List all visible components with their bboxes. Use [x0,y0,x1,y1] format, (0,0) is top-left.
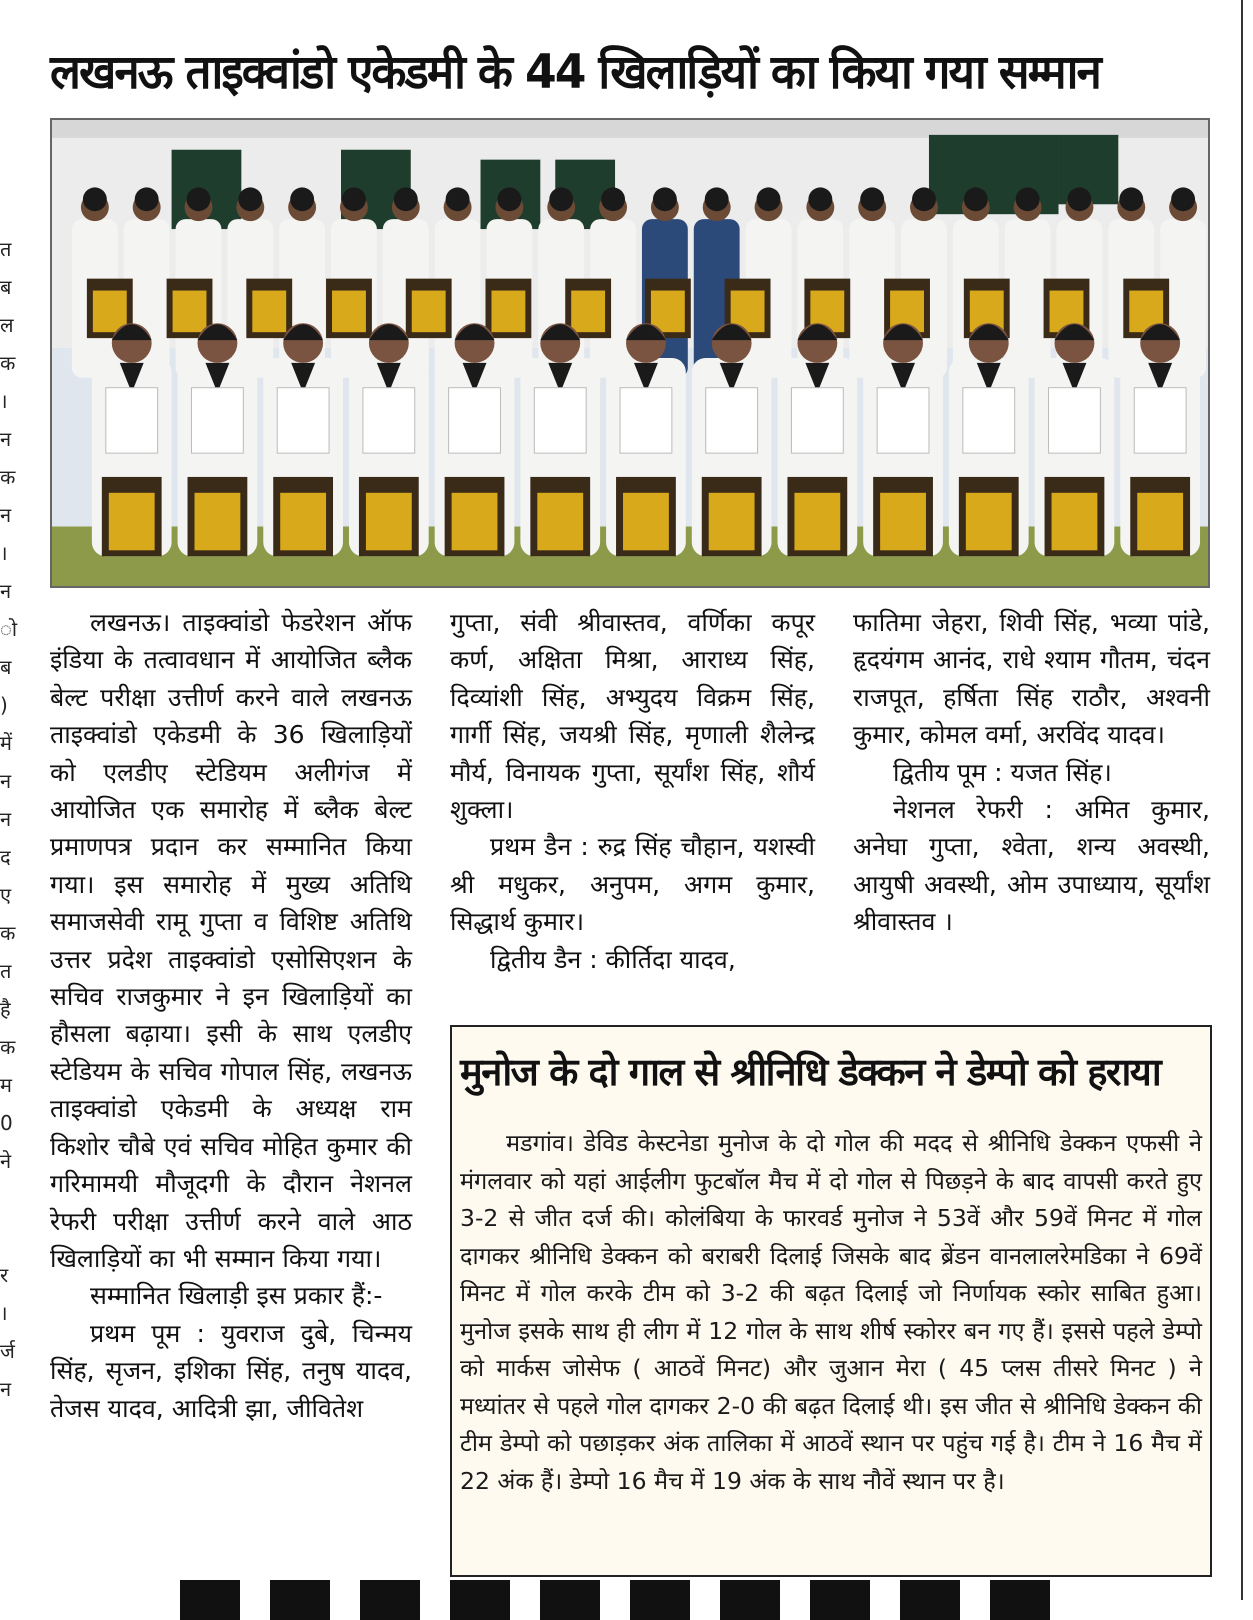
photo-plaque-front-face [452,493,498,551]
photo-plaque-back-face [491,291,525,333]
photo-plaque-back-face [571,291,605,333]
photo-hair-back [1067,187,1091,211]
photo-plaque-front-face [794,493,840,551]
fragment-char: न [0,579,12,603]
fragment-char: ए [0,883,12,907]
fragment-char: न [0,503,12,527]
sports-news-paragraph: मडगांव। डेविड केस्टनेडा मुनोज के दो गोल की मदद से श्रीनिधि डेक्कन एफसी ने मंगलवार को यहां आईलीग फुटबॉल मैच में दो गोल से पिछड़ने के बाद वापसी करते हुए 3-2 से जीत दर्ज की। कोलंबिया के फारवर्ड मुनोज ने 53वें और 59वें मिनट में गोल दागकर श्रीनिधि डेक्कन को बराबरी दिलाई जिसके बाद ब्रेंडन वानलालरेमडिका ने 69वें मिनट में गोल करके टीम को 3-2 की बढ़त दिलाई जो निर्णायक स्कोर साबित हुआ। मुनोज इसके साथ ही लीग में 12 गोल के साथ शीर्ष स्कोरर बन गए हैं। इससे पहले डेम्पो को मार्कस जोसेफ ( आठवें मिनट) और जुआन मेरा ( 45 प्लस तीसरे मिनट ) ने मध्यांतर से पहले गोल दागकर 2-0 की बढ़त दिलाई थी। इस जीत से श्रीनिधि डेक्कन की टीम डेम्पो को पछाड़कर अंक तालिका में आठवें स्थान पर पहुंच गई है। टीम ने 16 मैच में 22 अंक हैं। डेम्पो 16 मैच में 19 अंक के साथ नौवें स्थान पर है। [460,1129,1202,1495]
group-photo [50,118,1210,588]
fragment-char: न [0,1377,12,1401]
fragment-char: । [0,389,8,413]
photo-certificate [1049,388,1101,453]
photo-certificate [363,388,415,453]
fragment-char: त [0,959,12,983]
sports-news-title: मुनोज के दो गाल से श्रीनिधि डेक्कन ने डेम्पो को हराया [460,1050,1161,1094]
fragment-char [0,1218,12,1256]
fragment-char: द [0,845,11,869]
fragment-char: न [0,807,12,831]
photo-certificate [534,388,586,453]
fragment-char: ब [0,275,12,299]
photo-plaque-front-face [1137,493,1183,551]
photo-plaque-front-face [880,493,926,551]
photo-certificate [449,388,501,453]
photo-hair-back [1119,187,1143,211]
photo-plaque-front-face [195,493,241,551]
fragment-char: क [0,921,16,945]
photo-hair-back [601,187,625,211]
fragment-char: र [0,1263,9,1287]
photo-plaque-front-face [623,493,669,551]
fragment-char: ने [0,1149,12,1173]
photo-certificate [706,388,758,453]
page-edge-rule [1241,0,1253,1600]
photo-hair-back [497,187,521,211]
photo-hair-back [653,187,677,211]
photo-hair-back [394,187,418,211]
article-paragraph: फातिमा जेहरा, शिवी सिंह, भव्या पांडे, हृदयंगम आनंद, राधे श्याम गौतम, चंदन राजपूत, हर्षिता सिंह राठौर, अश्वनी कुमार, कोमल वर्मा, अरविंद यादव। [853,608,1210,750]
photo-plaque-back-face [173,291,207,333]
fragment-char: । [0,541,8,565]
sports-news-body [460,1125,1202,1500]
photo-hair-back [238,187,262,211]
fragment-char: ल [0,313,14,337]
photo-certificate [1134,388,1186,453]
photo-hair-back [187,187,211,211]
photo-plaque-front-face [109,493,155,551]
article-paragraph: प्रथम पूम : युवराज दुबे, चिन्मय सिंह, सृजन, इशिका सिंह, तनुष यादव, तेजस यादव, आदित्री झा, जीवितेश [50,1318,412,1423]
photo-certificate [277,388,329,453]
article-paragraph: सम्मानित खिलाड़ी इस प्रकार हैं:- [90,1281,383,1311]
next-headline-fragment [180,1580,1080,1600]
photo-certificate [192,388,244,453]
photo-plaque-back-face [93,291,127,333]
fragment-char: 0 [0,1111,13,1135]
fragment-char: में [0,731,12,755]
photo-hair-back [135,187,159,211]
headline: लखनऊ ताइक्वांडो एकेडमी के 44 खिलाड़ियों का किया गया सम्मान [50,45,1100,100]
photo-plaque-back-face [412,291,446,333]
article-paragraph: प्रथम डैन : रुद्र सिंह चौहान, यशस्वी श्री मधुकर, अनुपम, अगम कुमार, सिद्धार्थ कुमार। [450,832,815,937]
photo-plaque-front-face [366,493,412,551]
article-paragraph: द्वितीय डैन : कीर्तिदा यादव, [490,944,736,974]
photo-plaque-back-face [651,291,685,333]
photo-hair-back [705,187,729,211]
photo-plaque-front-face [1052,493,1098,551]
photo-hair-back [1016,187,1040,211]
fragment-char: क [0,465,16,489]
fragment-char: र्ज [0,1339,15,1363]
photo-plaque-back-face [252,291,286,333]
photo-hair-back [549,187,573,211]
photo-hair-back [912,187,936,211]
article-column-1 [50,604,412,1427]
fragment-char: । [0,1301,8,1325]
fragment-char: त [0,237,12,261]
photo-hair-back [1171,187,1195,211]
photo-hair-back [860,187,884,211]
photo-plaque-front-face [537,493,583,551]
photo-hair-back [290,187,314,211]
article-paragraph: लखनऊ। ताइक्वांडो फेडरेशन ऑफ इंडिया के तत्वावधान में आयोजित ब्लैक बेल्ट परीक्षा उत्तीर्ण करने वाले लखनऊ ताइक्वांडो एकेडमी के 36 खिलाड़ियों को एलडीए स्टेडियम अलीगंज में आयोजित एक समारोह में ब्लैक बेल्ट प्रमाणपत्र प्रदान कर सम्मानित किया गया। इस समारोह में मुख्य अतिथि समाजसेवी रामू गुप्ता व विशिष्ट अतिथि उत्तर प्रदेश ताइक्वांडो एसोसिएशन के सचिव राजकुमार ने इन खिलाड़ियों का हौसला बढ़ाया। इसी के साथ एलडीए स्टेडियम के सचिव गोपाल सिंह, लखनऊ ताइक्वांडो एकेडमी के अध्यक्ष राम किशोर चौबे एवं सचिव मोहित कुमार की गरिमामयी मौजूदगी के दौरान नेशनल रेफरी परीक्षा उत्तीर्ण करने वाले आठ खिलाड़ियों का भी सम्मान किया गया। [50,608,412,1273]
fragment-char [0,1180,12,1218]
sports-news-box [450,1025,1212,1577]
fragment-char: न [0,427,12,451]
photo-hair-back [83,187,107,211]
adjacent-column-fragment [0,230,18,1600]
photo-hair-back [757,187,781,211]
fragment-char: ब [0,655,12,679]
article-column-3 [853,604,1210,941]
photo-plaque-back-face [332,291,366,333]
article-paragraph: गुप्ता, संवी श्रीवास्तव, वर्णिका कपूर कर्ण, अक्षिता मिश्रा, आराध्य सिंह, दिव्यांशी सिंह, अभ्युदय विक्रम सिंह, गार्गी सिंह, जयश्री सिंह, मृणाली शैलेन्द्र मौर्य, विनायक गुप्ता, सूर्यांश सिंह, शौर्य शुक्ला। [450,608,815,825]
group-photo-illustration [52,120,1208,586]
fragment-char: क [0,1035,16,1059]
article-paragraph: नेशनल रेफरी : अमित कुमार, अनेघा गुप्ता, श्वेता, शन्य अवस्थी, आयुषी अवस्थी, ओम उपाध्याय, सूर्यांश श्रीवास्तव । [853,795,1210,937]
photo-certificate [791,388,843,453]
fragment-char: न [0,769,12,793]
fragment-char: क [0,351,16,375]
photo-certificate [106,388,158,453]
fragment-char: ो [0,617,18,641]
photo-hair-back [964,187,988,211]
photo-certificate [963,388,1015,453]
photo-certificate [877,388,929,453]
photo-hair-back [446,187,470,211]
photo-certificate [620,388,672,453]
article-paragraph: द्वितीय पूम : यजत सिंह। [893,757,1112,787]
photo-hair-back [342,187,366,211]
photo-hair-back [808,187,832,211]
fragment-char: म [0,1073,12,1097]
fragment-char: ) [0,693,8,717]
photo-plaque-front-face [280,493,326,551]
photo-plaque-front-face [966,493,1012,551]
article-column-2 [450,604,815,978]
fragment-char: है [0,997,11,1021]
photo-plaque-front-face [709,493,755,551]
